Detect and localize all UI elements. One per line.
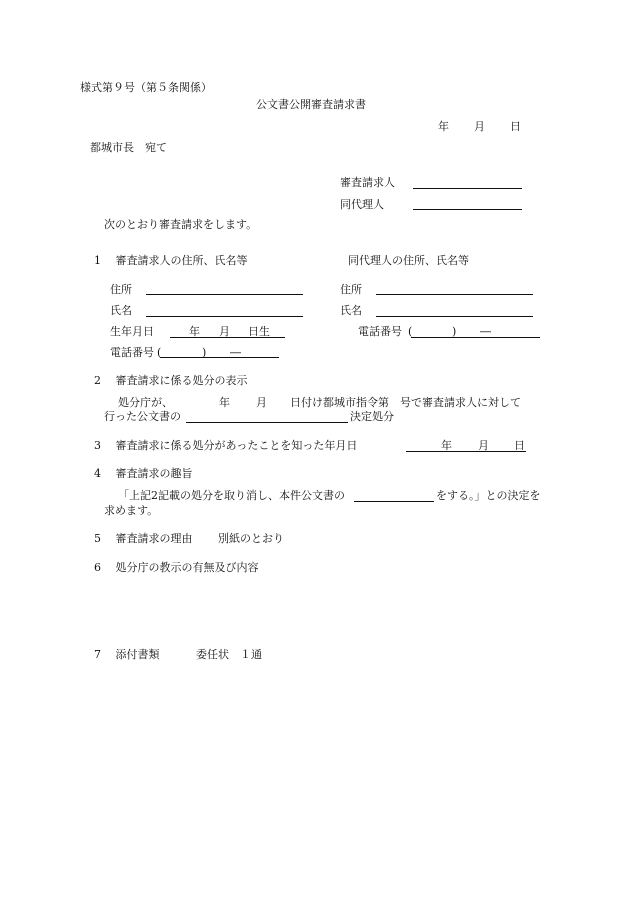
phone-paren-open: ( <box>157 346 162 359</box>
section2-line2-a: 行った公文書の <box>104 410 181 423</box>
agent-phone-dash: ― <box>480 325 491 338</box>
section3-year: 年 <box>441 439 452 452</box>
section3-month: 月 <box>478 439 489 452</box>
date-year-label: 年 <box>438 120 449 133</box>
agent-address-label: 住所 <box>340 283 362 296</box>
birth-month-label: 月 <box>219 325 230 338</box>
document-title: 公文書公開審査請求書 <box>256 98 366 111</box>
section4-line1-a: 「上記2記載の処分を取り消し、本件公文書の <box>118 489 345 502</box>
address-label: 住所 <box>110 283 132 296</box>
agent-phone-paren-close: ) <box>452 325 457 338</box>
decision-field[interactable] <box>354 487 434 502</box>
address-field[interactable] <box>146 280 303 295</box>
section5-value: 別紙のとおり <box>218 532 284 545</box>
name-field[interactable] <box>146 302 303 317</box>
agent-name-label: 氏名 <box>340 304 362 317</box>
section2-line1-a: 処分庁が、 <box>118 396 173 409</box>
agent-phone-field-underline[interactable] <box>411 337 540 338</box>
birth-label: 生年月日 <box>110 325 154 338</box>
document-name-field[interactable] <box>186 408 348 423</box>
date-day-label: 日 <box>510 120 521 133</box>
intro-text: 次のとおり審査請求をします。 <box>104 218 258 231</box>
agent-name-field[interactable] <box>376 302 533 317</box>
birth-year-label: 年 <box>189 325 200 338</box>
section5-heading: 5 審査請求の理由 <box>94 532 193 545</box>
agent-label: 同代理人 <box>340 198 384 211</box>
phone-label: 電話番号 <box>110 346 154 359</box>
phone-field-underline[interactable] <box>160 357 279 358</box>
section2-month: 月 <box>256 396 267 409</box>
agent-field[interactable] <box>413 195 522 210</box>
form-number: 様式第９号（第５条関係） <box>80 81 212 94</box>
birth-born-label: 日生 <box>248 325 270 338</box>
section1-agent-heading: 同代理人の住所、氏名等 <box>348 254 469 267</box>
known-date-field-underline[interactable] <box>406 451 526 452</box>
section1-heading: 1 審査請求人の住所、氏名等 <box>94 254 248 267</box>
date-month-label: 月 <box>474 120 485 133</box>
section3-heading: 3 審査請求に係る処分があったことを知った年月日 <box>94 439 358 452</box>
requester-field[interactable] <box>413 174 522 189</box>
section4-line1-b: をする。」との決定を <box>436 489 541 502</box>
phone-dash: ― <box>230 346 241 359</box>
section6-heading: 6 処分庁の教示の有無及び内容 <box>94 561 259 574</box>
section7-value: 委任状 １通 <box>196 648 262 661</box>
addressee: 都城市長 宛て <box>90 141 167 154</box>
name-label: 氏名 <box>110 304 132 317</box>
section4-heading: 4 審査請求の趣旨 <box>94 467 193 480</box>
section3-day: 日 <box>514 439 525 452</box>
agent-address-field[interactable] <box>376 280 533 295</box>
section2-line1-b: 日付け都城市指令第 号で審査請求人に対して <box>290 396 521 409</box>
phone-paren-close: ) <box>202 346 207 359</box>
section7-heading: 7 添付書類 <box>94 648 160 661</box>
section2-line2-b: 決定処分 <box>350 410 394 423</box>
requester-label: 審査請求人 <box>340 176 395 189</box>
section2-year: 年 <box>219 396 230 409</box>
agent-phone-label: 電話番号 <box>358 325 402 338</box>
section2-heading: 2 審査請求に係る処分の表示 <box>94 374 248 387</box>
section4-line2: 求めます。 <box>104 504 159 517</box>
agent-phone-paren-open: ( <box>408 325 413 338</box>
